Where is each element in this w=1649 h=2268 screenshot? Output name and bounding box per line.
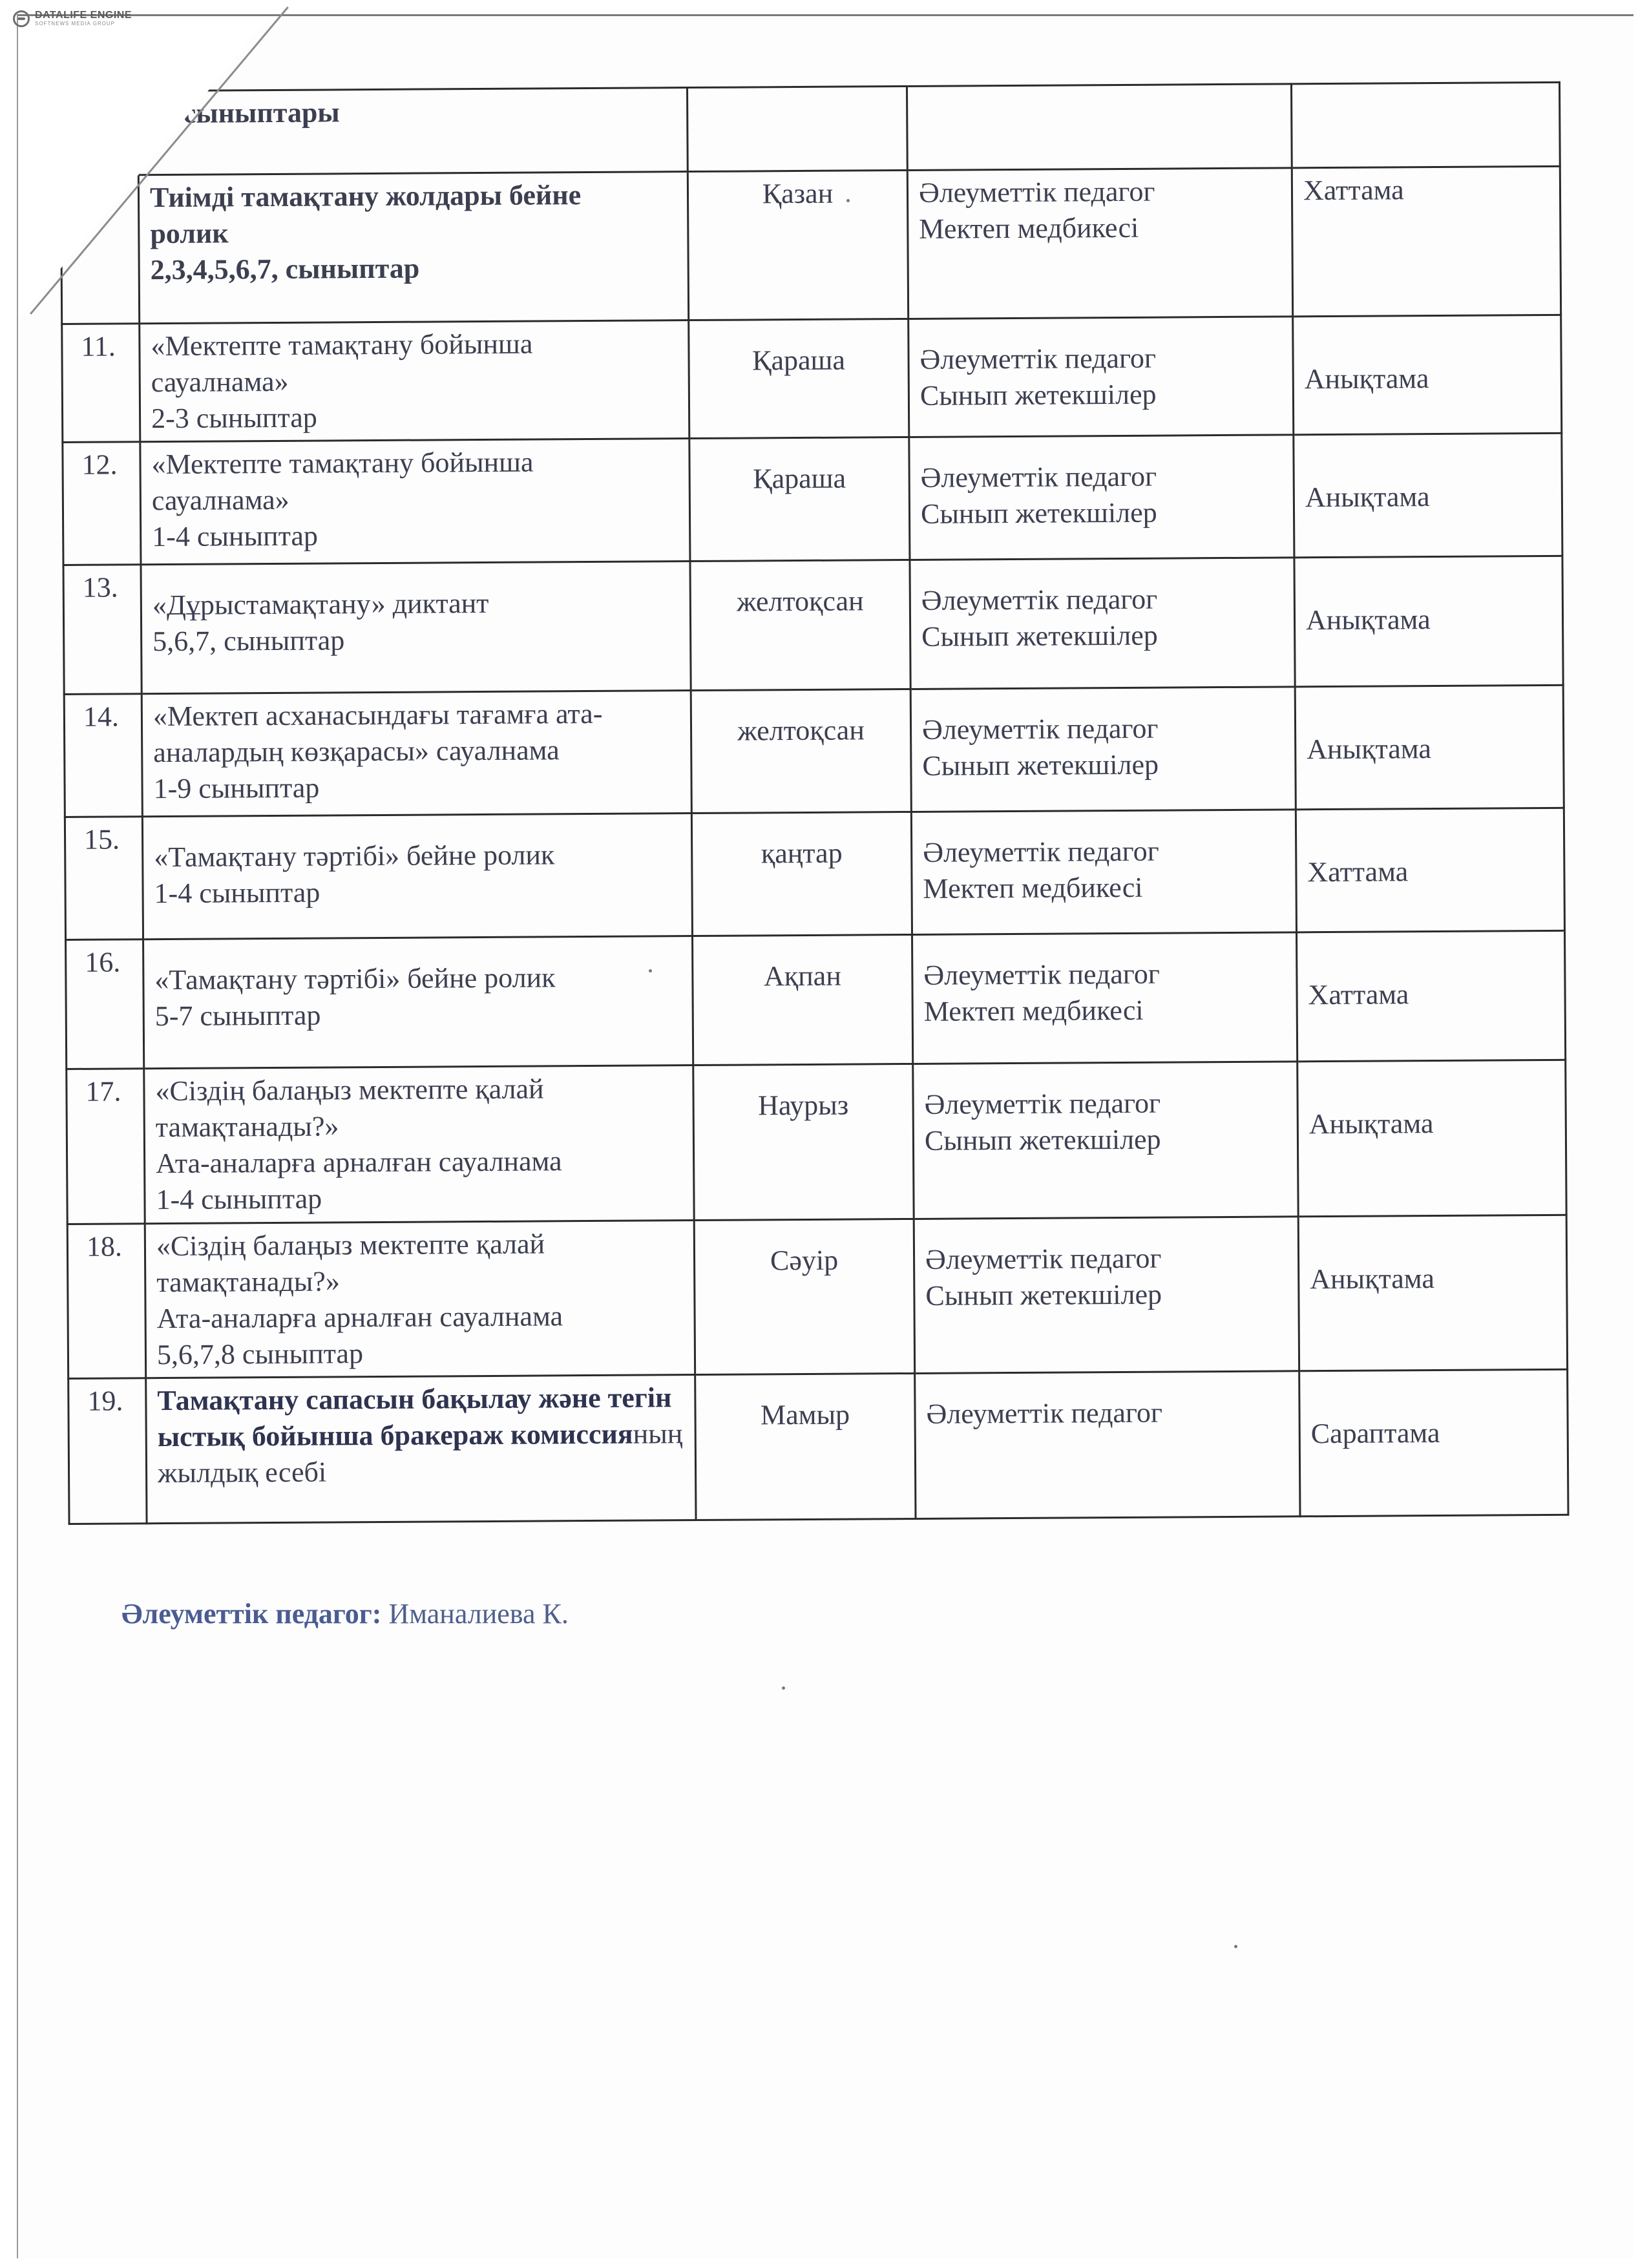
activity-line: сауалнама» [151,483,289,517]
datalife-logo-icon [13,10,30,27]
row-number: 17. [67,1069,145,1224]
responsible-line: Әлеуметтік педагог [923,835,1159,868]
row-number: 16. [66,940,144,1069]
date-cell: Наурыз [693,1064,914,1220]
activity-line: аналардың көзқарасы» сауалнама [153,734,560,769]
activity-cell [140,320,689,442]
scan-speck [782,1686,785,1690]
activity-rest-text: ның жылдық есебі [157,1418,683,1489]
responsible-cell [909,317,1294,437]
activity-line: 5-7 сыныптар [154,999,321,1033]
activity-line: тамақтанады?» [156,1265,341,1299]
activity-line: Тиімді тамақтану жолдары бейне [149,179,582,214]
activity-line: «Тамақтану тәртібі» бейне ролик [154,961,556,996]
activity-line: ролик [150,217,229,250]
date-cell: желтоқсан [691,689,911,813]
scan-speck [1234,1945,1237,1948]
date-cell: Қараша [689,437,910,561]
row-number: 14. [64,694,142,817]
activity-line: «Мектеп асханасындағы тағамға ата- [152,697,603,733]
activity-cell [144,1066,694,1224]
date-cell: Қараша [689,319,909,438]
responsible-cell [910,687,1296,812]
plan-table [59,81,1570,1525]
row-number: 15. [65,817,143,940]
responsible-line: Әлеуметтік педагог [920,460,1157,494]
responsible-line: Әлеуметтік педагог [921,712,1159,746]
date-cell: қаңтар [691,812,912,936]
result-cell: Сараптама [1299,1369,1568,1517]
responsible-cell [913,1062,1298,1219]
activity-line: сауалнама» [151,365,289,399]
date-cell: Ақпан [693,934,913,1065]
signature-label: Әлеуметтік педагог: [121,1598,382,1630]
table-row [68,1369,1568,1524]
responsible-cell [910,558,1295,689]
activity-line: 1-4 сыныптар [156,1182,322,1216]
activity-line: 5,6,7, сыныптар [152,624,345,658]
result-cell: Анықтама [1298,1215,1567,1371]
responsible-line: Әлеуметтік педагог [926,1396,1163,1430]
responsible-line: Әлеуметтік педагог [918,175,1155,209]
table-row [63,433,1562,565]
responsible-cell [915,1371,1300,1519]
watermark [13,10,132,27]
table-row [62,315,1562,442]
table-row [65,808,1564,940]
result-cell: Анықтама [1294,433,1562,558]
date-cell: желтоқсан [690,560,910,690]
responsible-line: Сынып жетекшілер [921,619,1158,653]
activity-line: 1-9 сыныптар [153,772,320,805]
table-row [61,166,1560,324]
table-row [66,930,1566,1069]
responsible-line: Сынып жетекшілер [919,378,1157,412]
result-cell: Анықтама [1295,685,1564,810]
row-number: 19. [68,1378,147,1524]
folded-corner [18,16,270,320]
responsible-line: Сынып жетекшілер [920,496,1157,530]
activity-cell [140,439,690,565]
activity-line: «Тамақтану тәртібі» бейне ролик [154,839,555,874]
table-row [64,685,1564,817]
date-cell: Қазан [688,170,908,320]
date-cell: Сәуір [694,1219,914,1374]
responsible-line: Мектеп медбикесі [923,994,1144,1027]
result-cell: Хаттама [1296,808,1564,932]
table-row [61,82,1560,175]
signature-name: Иманалиева К. [381,1598,569,1630]
activity-line: Ата-аналарға арналған сауалнама [155,1145,562,1180]
responsible-cell [907,168,1292,319]
activity-line: тамақтанады?» [155,1110,339,1144]
result-cell: Анықтама [1293,315,1562,435]
result-cell: Анықтама [1297,1060,1566,1217]
responsible-cell [912,932,1297,1064]
activity-line: 5,6,7,8 сыныптар [156,1338,364,1371]
row-number: 18. [67,1224,145,1379]
responsible-line: Сынып жетекшілер [922,748,1159,782]
activity-cell [142,691,691,817]
activity-bold-text: Тамақтану сапасын бақылау және тегін ыстық бойынша бракераж комиссия [157,1381,672,1453]
activity-cell [145,1221,695,1378]
row-number: 12. [63,442,141,565]
date-cell [687,86,907,171]
activity-cell [146,1375,696,1524]
responsible-cell [907,84,1292,171]
result-cell [1291,82,1560,168]
activity-line: «Мектепте тамақтану бойынша [151,446,534,481]
responsible-line: Сынып жетекшілер [925,1278,1162,1312]
activity-line: 11 сыныптары [149,96,340,130]
activity-line: 2,3,4,5,6,7, сыныптар [150,252,420,286]
row-number: 13. [63,565,142,695]
result-cell: Хаттама [1296,930,1565,1062]
signature-line [121,1597,569,1630]
activity-line: Ата-аналарға арналған сауалнама [156,1300,563,1335]
activity-line: «Мектепте тамақтану бойынша [151,328,533,362]
watermark-title: DATALIFE ENGINE [35,10,132,21]
date-cell: Мамыр [695,1373,916,1520]
responsible-line: Әлеуметтік педагог [923,958,1160,991]
row-number: 11. [62,324,140,443]
responsible-line: Сынып жетекшілер [924,1123,1161,1157]
responsible-line: Мектеп медбикесі [923,871,1143,905]
responsible-line: Мектеп медбикесі [919,211,1139,245]
watermark-subtitle: SOFTNEWS MEDIA GROUP [35,21,116,27]
responsible-cell [914,1217,1299,1374]
table-row [67,1215,1567,1378]
activity-cell [142,814,692,940]
result-cell: Хаттама [1292,166,1560,317]
activity-line: 1-4 сыныптар [154,876,320,910]
activity-line: «Сіздің балаңыз мектепте қалай [155,1073,544,1108]
activity-line: 1-4 сыныптар [152,520,319,553]
responsible-cell [909,435,1294,560]
table-row [67,1060,1566,1224]
responsible-line: Әлеуметтік педагог [921,583,1158,616]
responsible-line: Әлеуметтік педагог [924,1087,1161,1120]
responsible-line: Әлеуметтік педагог [919,342,1157,375]
activity-line: «Сіздің балаңыз мектепте қалай [156,1228,545,1263]
activity-line: 2-3 сыныптар [151,401,317,435]
responsible-line: Әлеуметтік педагог [925,1242,1162,1276]
activity-cell [141,562,691,694]
activity-cell [143,936,693,1069]
table-row [63,556,1563,694]
responsible-cell [911,810,1296,935]
activity-line: «Дұрыстамақтану» диктант [152,587,489,622]
result-cell: Анықтама [1294,556,1563,687]
